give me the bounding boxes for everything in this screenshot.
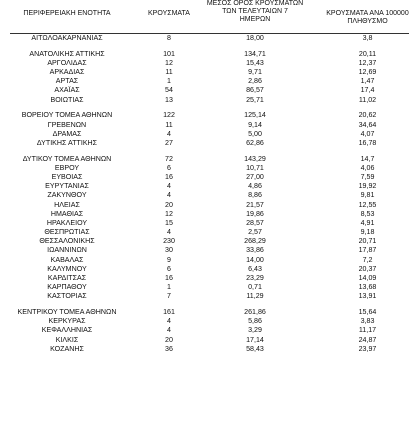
seven-day-average-cell: 17,14 — [246, 335, 264, 344]
header-avg-line-2: ΤΩΝ ΤΕΛΕΥΤΑΙΩΝ 7 — [222, 8, 288, 15]
table-row — [0, 345, 419, 354]
cases-cell: 8 — [167, 34, 171, 42]
region-cell: ΔΥΤΙΚΟΥ ΤΟΜΕΑ ΑΘΗΝΩΝ — [22, 154, 112, 163]
table-row — [0, 228, 419, 237]
cases-cell: 11 — [165, 120, 173, 129]
per-100k-cell: 12,55 — [358, 200, 377, 209]
per-100k-cell: 8,53 — [360, 209, 375, 218]
seven-day-average-cell: 0,71 — [248, 283, 262, 292]
region-cell: ΕΥΡΥΤΑΝΙΑΣ — [45, 182, 89, 191]
region-cell: ΘΕΣΣΑΛΟΝΙΚΗΣ — [39, 237, 95, 246]
table-row — [0, 155, 419, 164]
region-cell: ΑΡΚΑΔΙΑΣ — [49, 68, 85, 77]
region-cell: ΚΙΛΚΙΣ — [55, 335, 79, 344]
region-cell: ΚΑΡΠΑΘΟΥ — [47, 283, 87, 292]
header-avg-line-3: ΗΜΕΡΩΝ — [239, 16, 271, 23]
region-cell: ΚΑΣΤΟΡΙΑΣ — [47, 292, 87, 301]
per-100k-cell: 14,7 — [360, 154, 375, 163]
cases-cell: 101 — [163, 49, 175, 58]
table-row — [0, 317, 419, 326]
region-cell: ΗΡΑΚΛΕΙΟΥ — [46, 218, 88, 227]
seven-day-average-cell: 18,00 — [246, 34, 264, 42]
per-100k-cell: 4,07 — [360, 129, 375, 138]
per-100k-cell: 3,83 — [360, 317, 375, 326]
cases-cell: 72 — [165, 154, 173, 163]
per-100k-cell: 20,11 — [358, 49, 377, 58]
table-row — [0, 68, 419, 77]
table-row — [0, 292, 419, 301]
seven-day-average-cell: 28,57 — [246, 218, 264, 227]
seven-day-average-cell: 2,86 — [248, 77, 262, 86]
per-100k-cell: 7,2 — [362, 255, 373, 264]
per-100k-cell: 19,92 — [358, 182, 377, 191]
seven-day-average-cell: 11,29 — [246, 292, 264, 301]
seven-day-average-cell: 33,86 — [246, 246, 264, 255]
cases-cell: 27 — [165, 138, 173, 147]
region-cell: ΑΝΑΤΟΛΙΚΗΣ ΑΤΤΙΚΗΣ — [29, 49, 105, 58]
per-100k-cell: 20,71 — [358, 237, 377, 246]
cases-cell: 4 — [167, 326, 171, 335]
seven-day-average-cell: 5,86 — [248, 317, 262, 326]
seven-day-average-cell: 27,00 — [246, 172, 264, 181]
per-100k-cell: 13,68 — [358, 283, 377, 292]
region-cell: ΚΑΡΔΙΤΣΑΣ — [47, 274, 87, 282]
cases-cell: 4 — [167, 317, 171, 326]
cases-cell: 161 — [163, 308, 175, 317]
table-row — [0, 173, 419, 182]
cases-cell: 30 — [165, 246, 173, 255]
table-row — [0, 139, 419, 148]
region-cell: ΚΑΛΥΜΝΟΥ — [47, 264, 87, 273]
region-cell: ΑΙΤΩΛΟΑΚΑΡΝΑΝΙΑΣ — [31, 34, 103, 42]
per-100k-cell: 20,37 — [358, 264, 377, 273]
per-100k-cell: 15,64 — [358, 308, 377, 317]
header-seven-day-average — [200, 0, 310, 24]
table-row — [0, 50, 419, 59]
header-per100k-line-2: ΠΛΗΘΥΣΜΟ — [347, 18, 388, 25]
per-100k-cell: 3,8 — [362, 34, 373, 42]
region-cell: ΓΡΕΒΕΝΩΝ — [47, 120, 87, 129]
cases-cell: 230 — [163, 237, 175, 246]
per-100k-cell: 11,02 — [358, 95, 377, 104]
table-row — [0, 77, 419, 86]
seven-day-average-cell: 62,86 — [246, 138, 264, 147]
table-row — [0, 274, 419, 283]
seven-day-average-cell: 14,00 — [246, 255, 264, 264]
cases-cell: 122 — [163, 111, 175, 120]
table-row — [0, 308, 419, 317]
seven-day-average-cell: 268,29 — [244, 237, 266, 246]
header-per100k-line-1: ΚΡΟΥΣΜΑΤΑ ΑΝΑ 100000 — [326, 10, 409, 17]
cases-cell: 12 — [165, 58, 173, 67]
per-100k-cell: 9,18 — [360, 228, 375, 237]
per-100k-cell: 13,91 — [358, 292, 377, 301]
cases-cell: 54 — [165, 86, 173, 95]
seven-day-average-cell: 58,43 — [246, 344, 264, 353]
region-cell: ΚΑΒΑΛΑΣ — [50, 255, 84, 264]
cases-cell: 12 — [165, 209, 173, 218]
region-cell: ΚΟΖΑΝΗΣ — [50, 344, 84, 353]
table-row — [0, 121, 419, 130]
region-cell: ΑΡΤΑΣ — [55, 77, 79, 86]
region-cell: ΒΟΙΩΤΙΑΣ — [50, 95, 84, 104]
per-100k-cell: 23,97 — [358, 344, 377, 353]
table-row — [0, 182, 419, 191]
cases-cell: 4 — [167, 182, 171, 191]
table-row — [0, 326, 419, 335]
table-header — [0, 0, 419, 33]
seven-day-average-cell: 9,14 — [248, 120, 262, 129]
seven-day-average-cell: 23,29 — [246, 274, 264, 282]
region-cell: ΔΡΑΜΑΣ — [52, 129, 82, 138]
region-cell: ΕΥΒΟΙΑΣ — [51, 172, 83, 181]
region-cell: ΗΛΕΙΑΣ — [54, 200, 80, 209]
header-region: ΠΕΡΙΦΕΡΕΙΑΚΗ ΕΝΟΤΗΤΑ — [23, 10, 111, 17]
table-row — [0, 283, 419, 292]
table-row — [0, 246, 419, 255]
region-cell: ΑΧΑΪΑΣ — [54, 86, 80, 95]
table-row — [0, 219, 419, 228]
per-100k-cell: 1,47 — [360, 77, 375, 86]
region-cell: ΒΟΡΕΙΟΥ ΤΟΜΕΑ ΑΘΗΝΩΝ — [21, 111, 113, 120]
table-row — [0, 111, 419, 120]
per-100k-cell: 16,78 — [358, 138, 377, 147]
region-cell: ΔΥΤΙΚΗΣ ΑΤΤΙΚΗΣ — [36, 138, 98, 147]
table-row — [0, 59, 419, 68]
per-100k-cell: 17,4 — [360, 86, 375, 95]
table-row — [0, 210, 419, 219]
seven-day-average-cell: 10,71 — [246, 163, 264, 172]
table-row — [0, 130, 419, 139]
per-100k-cell: 24,87 — [358, 335, 377, 344]
table-body — [0, 34, 419, 354]
per-100k-cell: 7,59 — [360, 172, 375, 181]
table-row — [0, 86, 419, 95]
cases-cell: 7 — [167, 292, 171, 301]
per-100k-cell: 9,81 — [360, 191, 375, 200]
table-row — [0, 34, 419, 43]
region-cell: ΗΜΑΘΙΑΣ — [50, 209, 84, 218]
per-100k-cell: 4,91 — [360, 218, 375, 227]
cases-cell: 36 — [165, 344, 173, 353]
per-100k-cell: 14,09 — [358, 274, 377, 282]
cases-cell: 4 — [167, 228, 171, 237]
region-cell: ΕΒΡΟΥ — [54, 163, 80, 172]
table-row — [0, 191, 419, 200]
table-row — [0, 256, 419, 265]
per-100k-cell: 12,37 — [358, 58, 377, 67]
cases-cell: 6 — [167, 163, 171, 172]
region-cell: ΖΑΚΥΝΘΟΥ — [47, 191, 87, 200]
seven-day-average-cell: 8,86 — [248, 191, 262, 200]
seven-day-average-cell: 9,71 — [248, 68, 262, 77]
seven-day-average-cell: 6,43 — [248, 264, 262, 273]
region-cell: ΘΕΣΠΡΩΤΙΑΣ — [44, 228, 90, 237]
header-cases: ΚΡΟΥΣΜΑΤΑ — [148, 10, 190, 17]
cases-cell: 15 — [165, 218, 173, 227]
region-cell: ΚΕΦΑΛΛΗΝΙΑΣ — [41, 326, 93, 335]
cases-cell: 4 — [167, 129, 171, 138]
region-cell: ΚΕΝΤΡΙΚΟΥ ΤΟΜΕΑ ΑΘΗΝΩΝ — [17, 308, 117, 317]
cases-cell: 1 — [167, 77, 171, 86]
seven-day-average-cell: 261,86 — [244, 308, 266, 317]
per-100k-cell: 12,69 — [358, 68, 377, 77]
cases-cell: 20 — [165, 200, 173, 209]
seven-day-average-cell: 5,00 — [248, 129, 262, 138]
header-avg-line-1: ΜΕΣΟΣ ΟΡΟΣ ΚΡΟΥΣΜΑΤΩΝ — [206, 0, 304, 7]
cases-cell: 6 — [167, 264, 171, 273]
per-100k-cell: 20,62 — [358, 111, 377, 120]
header-cases-per-100k — [316, 10, 419, 26]
cases-cell: 4 — [167, 191, 171, 200]
seven-day-average-cell: 4,86 — [248, 182, 262, 191]
seven-day-average-cell: 143,29 — [244, 154, 266, 163]
seven-day-average-cell: 125,14 — [244, 111, 266, 120]
cases-cell: 16 — [165, 172, 173, 181]
cases-cell: 9 — [167, 255, 171, 264]
table-row — [0, 96, 419, 105]
per-100k-cell: 4,06 — [360, 163, 375, 172]
region-cell: ΙΩΑΝΝΙΝΩΝ — [47, 246, 87, 255]
seven-day-average-cell: 86,57 — [246, 86, 264, 95]
seven-day-average-cell: 15,43 — [246, 58, 264, 67]
seven-day-average-cell: 134,71 — [244, 49, 266, 58]
seven-day-average-cell: 25,71 — [246, 95, 264, 104]
cases-cell: 13 — [165, 95, 173, 104]
seven-day-average-cell: 3,29 — [248, 326, 262, 335]
table-row — [0, 265, 419, 274]
table-row — [0, 201, 419, 210]
region-cell: ΑΡΓΟΛΙΔΑΣ — [47, 58, 87, 67]
per-100k-cell: 34,64 — [358, 120, 377, 129]
seven-day-average-cell: 19,86 — [246, 209, 264, 218]
per-100k-cell: 17,87 — [358, 246, 377, 255]
table-row — [0, 237, 419, 246]
seven-day-average-cell: 21,57 — [246, 200, 264, 209]
per-100k-cell: 11,17 — [358, 326, 377, 335]
cases-cell: 1 — [167, 283, 171, 292]
cases-cell: 20 — [165, 335, 173, 344]
cases-cell: 11 — [165, 68, 173, 77]
table-row — [0, 164, 419, 173]
cases-cell: 16 — [165, 274, 173, 282]
region-cell: ΚΕΡΚΥΡΑΣ — [48, 317, 86, 326]
seven-day-average-cell: 2,57 — [248, 228, 262, 237]
table-row — [0, 336, 419, 345]
